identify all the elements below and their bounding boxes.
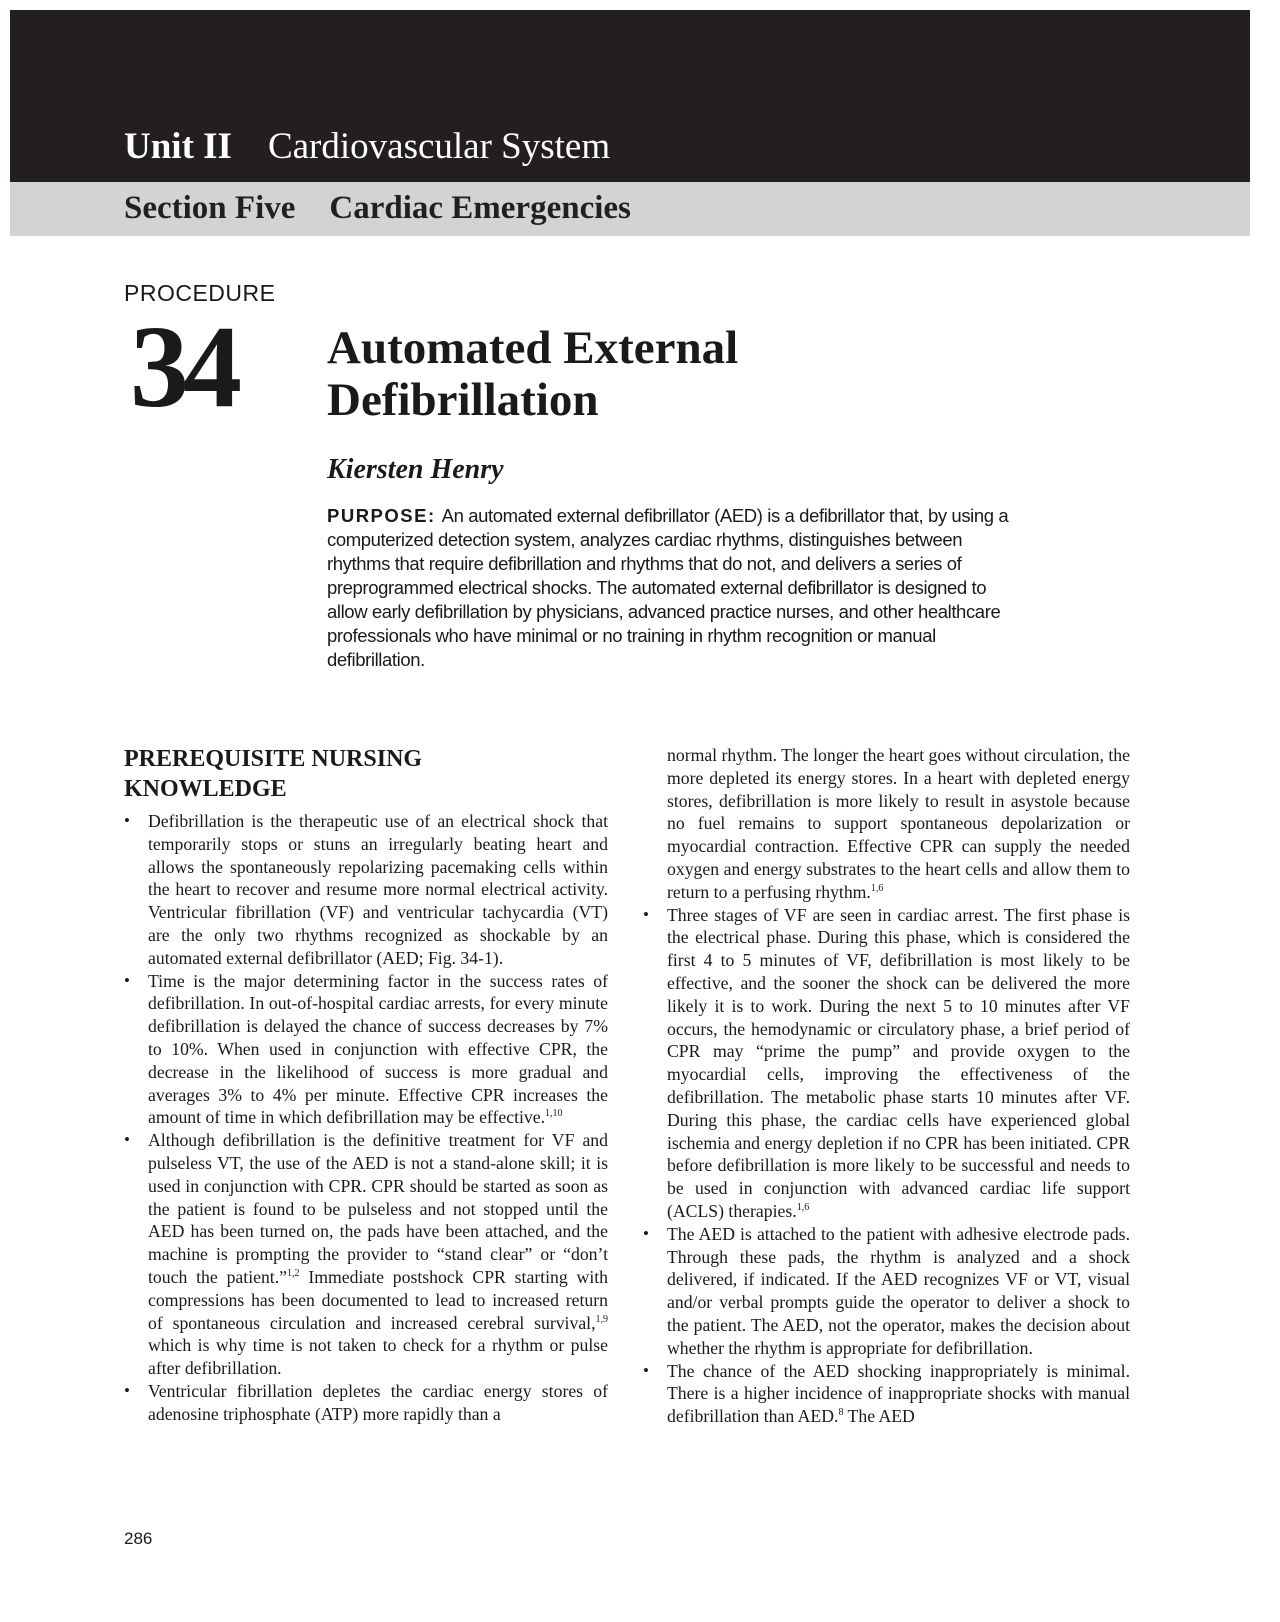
procedure-label: PROCEDURE <box>124 280 276 306</box>
right-column <box>643 744 1130 1428</box>
list-item <box>124 970 608 1130</box>
bullet-text-2: Time is the major determining factor in the success rates of defibrillation. In out-of-hospital cardiac arrests, for every minute defibrillation is delayed the chance of success decreases by 7% to 10%. When used in conjunction with effective CPR, the decrease in the likelihood of success is more gradual and averages 3% to 4% per minute. Effective CPR increases the amount of time in which defibrillation may be effective. <box>148 970 608 1128</box>
unit-heading <box>124 128 610 165</box>
section-label: Section Five <box>124 190 296 226</box>
bullet-text-7b: The AED <box>843 1406 915 1427</box>
unit-label: Unit II <box>124 126 232 167</box>
procedure-title-line1: Automated External <box>327 322 739 374</box>
reference-superscript: 1,6 <box>796 1201 810 1213</box>
procedure-number: 34 <box>130 301 236 432</box>
bullet-text-1: Defibrillation is the therapeutic use of an electrical shock that temporarily stops or stuns an irregularly beating heart and allows the spontaneously repolarizing pacemaking cells within the heart to recover and resume more normal electrical activity. Ventricular fibrillation (VF) and ventricular tachycardia (VT) are the only two rhythms recognized as shockable by an automated external defibrillator (AED; Fig. 34-1). <box>148 811 608 968</box>
bullet-text-3b: Immediate postshock CPR starting with compressions has been documented to lead to increased return of spontaneous circulation and increased cerebral survival, <box>148 1266 609 1333</box>
left-column <box>124 744 608 1426</box>
knowledge-list-left <box>124 810 608 1426</box>
purpose-label: PURPOSE: <box>327 505 436 526</box>
reference-superscript: 1,6 <box>870 882 884 894</box>
list-item <box>643 1223 1130 1360</box>
list-item <box>124 1380 608 1426</box>
heading-line2: KNOWLEDGE <box>124 776 287 802</box>
bullet-text-3a: Although defibrillation is the definitive treatment for VF and pulseless VT, the use of the AED is not a stand-alone skill; it is used in conjunction with CPR. CPR should be started as soon as the patient is found to be pulseless and not stopped until the AED has been turned on, the pads have been attached, and the machine is prompting the provider to “stand clear” or “don’t touch the patient.” <box>148 1130 608 1287</box>
author-name: Kiersten Henry <box>327 454 504 485</box>
bullet-text-4: Ventricular fibrillation depletes the cardiac energy stores of adenosine triphosphate (ATP) more rapidly than a <box>148 1380 608 1424</box>
list-item <box>643 1360 1130 1428</box>
bullet-text-3c: which is why time is not taken to check for a rhythm or pulse after defibrillation. <box>148 1335 608 1379</box>
procedure-title <box>327 322 738 426</box>
continued-paragraph <box>667 744 1130 904</box>
heading-line1: PREREQUISITE NURSING <box>124 746 423 772</box>
bullet-text-6: The AED is attached to the patient with adhesive electrode pads. Through these pads, the rhythm is analyzed and a shock delivered, if indicated. If the AED recognizes VF or VT, visual and/or verbal prompts guide the operator to deliver a shock to the patient. The AED, not the operator, makes the decision about whether the rhythm is appropriate for defibrillation. <box>667 1223 1130 1358</box>
page-number: 286 <box>124 1529 153 1548</box>
purpose-text: An automated external defibrillator (AED) is a defibrillator that, by using a computerized detection system, analyzes cardiac rhythms, distinguishes between rhythms that require defibrillation and rhythms that do not, and delivers a series of preprogrammed electrical shocks. The automated external defibrillator is designed to allow early defibrillation by physicians, advanced practice nurses, and other healthcare professionals who have minimal or no training in rhythm recognition or manual defibrillation. <box>327 505 1009 670</box>
reference-superscript: 8 <box>838 1407 844 1419</box>
procedure-title-line2: Defibrillation <box>327 374 599 426</box>
knowledge-list-right <box>643 904 1130 1428</box>
continuation-text: normal rhythm. The longer the heart goes without circulation, the more depleted its energy stores. In a heart with depleted energy stores, defibrillation is more likely to result in asystole because no fuel remains to support spontaneous depolarization or myocardial contraction. Effective CPR can supply the needed oxygen and energy substrates to the heart cells and allow them to return to a perfusing rhythm. <box>667 745 1130 902</box>
section-heading-prerequisite <box>124 744 608 804</box>
unit-title: Cardiovascular System <box>267 126 611 167</box>
reference-superscript: 1,9 <box>595 1313 608 1325</box>
purpose-statement <box>327 504 1017 672</box>
section-title: Cardiac Emergencies <box>329 190 631 226</box>
list-item <box>643 904 1130 1223</box>
list-item <box>124 810 608 970</box>
bullet-text-5: Three stages of VF are seen in cardiac arrest. The first phase is the electrical phase. During this phase, which is considered the first 4 to 5 minutes of VF, defibrillation is most likely to be effective, and the sooner the shock can be delivered the more likely it is to work. During the next 5 to 10 minutes after VF occurs, the hemodynamic or circulatory phase, a brief period of CPR may “prime the pump” and provide oxygen to the myocardial cells, improving the effectiveness of the defibrillation. The metabolic phase starts 10 minutes after VF. During this phase, the cardiac cells have experienced global ischemia and energy depletion if no CPR has been initiated. CPR before defibrillation is more likely to be successful and needs to be used in conjunction with advanced cardiac life support (ACLS) therapies. <box>667 904 1130 1221</box>
reference-superscript: 1,2 <box>287 1267 300 1279</box>
reference-superscript: 1,10 <box>545 1108 563 1120</box>
list-item <box>124 1129 608 1380</box>
section-heading <box>124 192 631 225</box>
bullet-text-7a: The chance of the AED shocking inappropriately is minimal. There is a higher incidence of inappropriate shocks with manual defibrillation than AED. <box>667 1360 1130 1427</box>
